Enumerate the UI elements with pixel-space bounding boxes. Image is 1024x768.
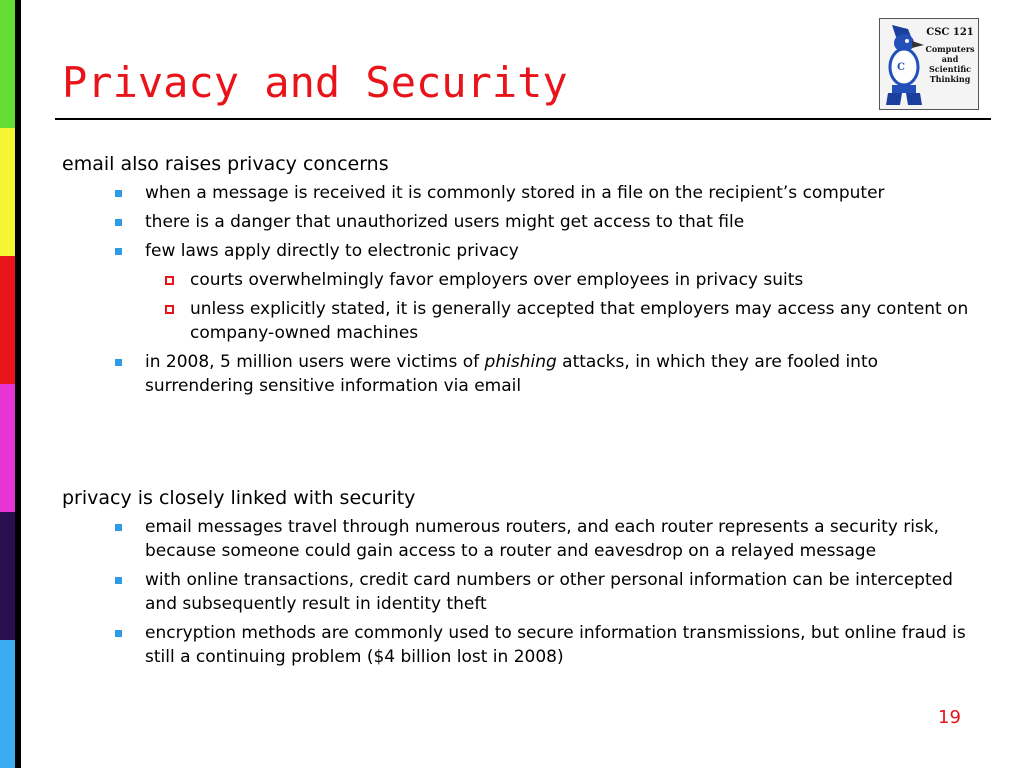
stripe-green: [0, 0, 15, 128]
section-heading: email also raises privacy concerns: [62, 153, 389, 175]
stripe-yellow: [0, 128, 15, 256]
text-run: attacks, in which they are fooled into surrendering sensitive information via email: [145, 352, 879, 396]
section-privacy: [62, 152, 984, 398]
logo-line: Scientific: [928, 64, 971, 74]
course-logo: [879, 18, 979, 110]
title-divider: [55, 118, 991, 120]
bluejay-mascot-icon: [882, 23, 926, 107]
stripe-dark-purple: [0, 512, 15, 640]
side-black-line: [15, 0, 21, 768]
side-color-bar: [0, 0, 15, 768]
bullet-list: [62, 515, 984, 669]
svg-text:C: C: [897, 62, 905, 73]
list-item: email messages travel through numerous routers, and each router represents a security risk, because someone could gain access to a router and eavesdrop on a relayed message: [62, 515, 984, 563]
list-item: there is a danger that unauthorized users might get access to that file: [62, 210, 984, 234]
sub-list-item: courts overwhelmingly favor employers over employees in privacy suits: [62, 268, 984, 292]
list-item: when a message is received it is commonly stored in a file on the recipient’s computer: [62, 181, 984, 205]
emphasis-text: phishing: [484, 352, 557, 372]
logo-course-code: CSC 121: [926, 27, 974, 38]
section-heading: privacy is closely linked with security: [62, 487, 416, 509]
section-security: [62, 486, 984, 669]
stripe-blue: [0, 640, 15, 768]
stripe-red: [0, 256, 15, 384]
stripe-magenta: [0, 384, 15, 512]
page-number: 19: [938, 707, 961, 728]
list-item: few laws apply directly to electronic privacy: [62, 239, 984, 263]
bullet-list: [62, 181, 984, 398]
sub-list-item: unless explicitly stated, it is generally accepted that employers may access any content on company-owned machines: [62, 297, 984, 345]
logo-line: Thinking: [929, 74, 971, 84]
list-item: [62, 350, 984, 398]
text-run: in 2008, 5 million users were victims of: [145, 352, 485, 372]
list-item: encryption methods are commonly used to secure information transmissions, but online fraud is still a continuing problem ($4 billion lost in 2008): [62, 621, 984, 669]
list-item: with online transactions, credit card numbers or other personal information can be intercepted and subsequently result in identity theft: [62, 568, 984, 616]
logo-line: Computers: [925, 44, 975, 54]
slide-title: Privacy and Security: [62, 58, 568, 107]
logo-line: and: [941, 54, 959, 64]
